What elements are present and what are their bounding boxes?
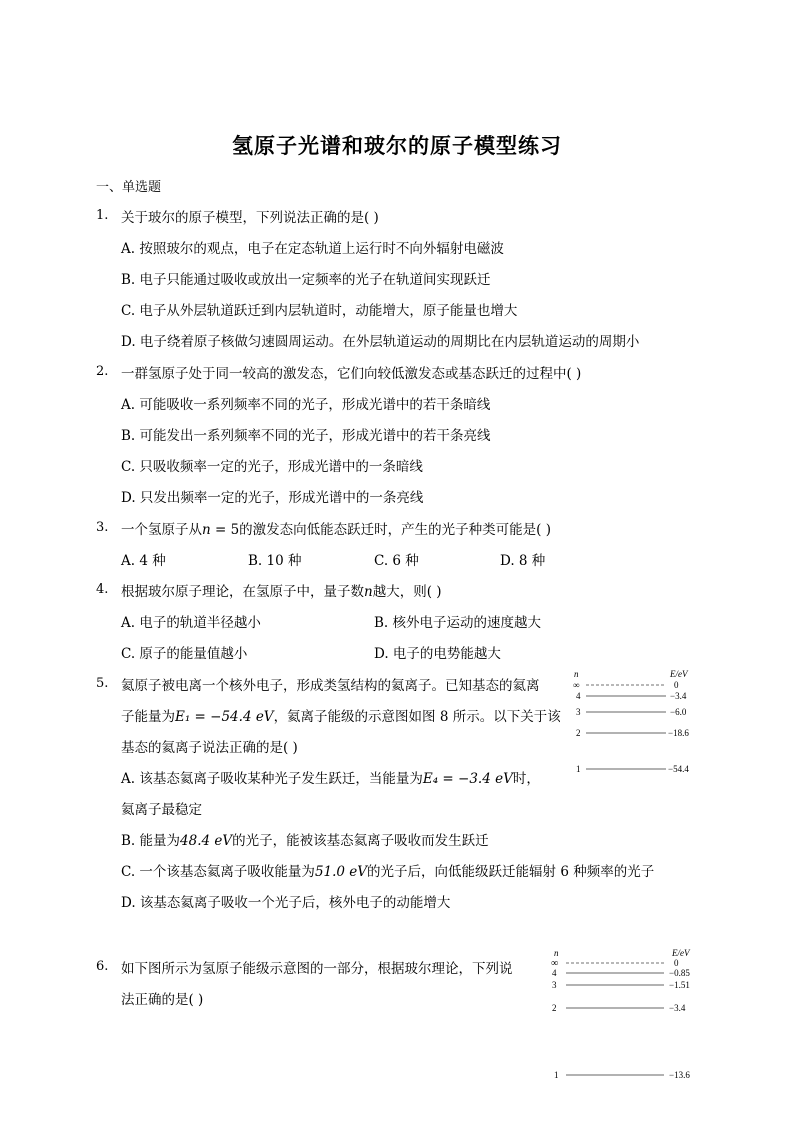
option-text: C. 一个该基态氦离子吸收能量为 xyxy=(121,864,315,880)
option-text: B. 能量为 xyxy=(121,833,181,849)
option-a xyxy=(121,767,540,787)
stem-text: 根据玻尔原子理论，在氢原子中，量子数 xyxy=(121,584,364,600)
option-b: B. 核外电子运动的速度越大 xyxy=(374,615,542,631)
level-n-3: 3 xyxy=(552,980,557,990)
option-d: D. 只发出频率一定的光子，形成光谱中的一条亮线 xyxy=(121,490,424,506)
stem-text: 一个氢原子从 xyxy=(121,522,202,538)
option-b: B. 10 种 xyxy=(248,553,302,569)
stem-text: = 5的激发态向低能态跃迁时，产生的光子种类可能是( ) xyxy=(210,522,552,538)
level-n-1: 1 xyxy=(576,764,581,774)
question-stem-line: 法正确的是( ) xyxy=(121,992,204,1008)
question-stem xyxy=(121,580,442,600)
math-n: n xyxy=(202,522,211,538)
section-heading: 一、单选题 xyxy=(96,180,162,195)
option-text: 时， xyxy=(512,771,540,787)
diagram-n-label: n xyxy=(554,948,559,958)
option-text: 的光子，能被该基态氦离子吸收而发生跃迁 xyxy=(232,833,489,849)
diagram-e-label: E/eV xyxy=(670,669,688,679)
level-n-4: 4 xyxy=(576,691,581,701)
level-n-3: 3 xyxy=(576,707,581,717)
option-a-continued: 氦离子最稳定 xyxy=(121,802,202,818)
question-number: 3. xyxy=(96,520,109,535)
stem-text: ，氦离子能级的示意图如图 8 所示。以下关于该 xyxy=(273,709,561,725)
option-c xyxy=(121,860,654,880)
level-n-4: 4 xyxy=(552,968,557,978)
level-e-inf: 0 xyxy=(674,680,679,690)
level-e-3: −6.0 xyxy=(670,707,687,717)
option-c: C. 只吸收频率一定的光子，形成光谱中的一条暗线 xyxy=(121,459,423,475)
level-n-inf: ∞ xyxy=(573,680,580,690)
option-c: C. 6 种 xyxy=(374,553,419,569)
question-stem-line: 如下图所示为氢原子能级示意图的一部分，根据玻尔理论，下列说 xyxy=(121,961,513,977)
diagram-n-label: n xyxy=(574,669,579,679)
option-d: D. 电子的电势能越大 xyxy=(374,646,501,662)
question-stem-line: 氦原子被电离一个核外电子，形成类氢结构的氦离子。已知基态的氦离 xyxy=(121,678,540,694)
math-expression: E₁ = −54.4 eV xyxy=(175,709,274,725)
level-e-1: −13.6 xyxy=(669,1070,690,1080)
option-d: D. 8 种 xyxy=(500,553,546,569)
option-c: C. 电子从外层轨道跃迁到内层轨道时，动能增大，原子能量也增大 xyxy=(121,303,518,319)
page-title: 氢原子光谱和玻尔的原子模型练习 xyxy=(232,133,562,158)
option-a: A. 4 种 xyxy=(121,553,166,569)
math-expression: E₄ = −3.4 eV xyxy=(422,771,513,787)
level-n-2: 2 xyxy=(552,1003,557,1013)
level-e-3: −1.51 xyxy=(669,980,690,990)
level-e-2: −18.6 xyxy=(668,728,689,738)
stem-text: 子能量为 xyxy=(121,709,175,725)
question-number: 4. xyxy=(96,582,109,597)
option-c: C. 原子的能量值越小 xyxy=(121,646,248,662)
question-number: 6. xyxy=(96,959,109,974)
question-stem xyxy=(121,518,551,538)
question-stem-line xyxy=(121,705,561,725)
level-e-4: −0.85 xyxy=(669,968,690,978)
question-stem: 关于玻尔的原子模型，下列说法正确的是( ) xyxy=(121,210,379,226)
option-d: D. 该基态氦离子吸收一个光子后，核外电子的动能增大 xyxy=(121,895,451,911)
option-text: 的光子后，向低能级跃迁能辐射 6 种频率的光子 xyxy=(367,864,655,880)
math-n: n xyxy=(364,584,373,600)
helium-energy-level-diagram xyxy=(570,666,704,782)
level-n-inf: ∞ xyxy=(551,958,559,969)
stem-text: 越大，则( ) xyxy=(372,584,442,600)
question-stem: 一群氢原子处于同一较高的激发态，它们向较低激发态或基态跃迁的过程中( ) xyxy=(121,366,582,382)
question-number: 5. xyxy=(96,676,109,691)
diagram-e-label: E/eV xyxy=(672,948,690,958)
level-e-4: −3.4 xyxy=(670,691,687,701)
level-e-1: −54.4 xyxy=(668,764,689,774)
option-d: D. 电子绕着原子核做匀速圆周运动。在外层轨道运动的周期比在内层轨道运动的周期小 xyxy=(121,334,640,350)
math-expression: 48.4 eV xyxy=(180,833,233,849)
question-stem-line: 基态的氦离子说法正确的是( ) xyxy=(121,740,298,756)
option-b xyxy=(121,829,489,849)
option-b: B. 可能发出一系列频率不同的光子，形成光谱中的若干条亮线 xyxy=(121,428,491,444)
option-b: B. 电子只能通过吸收或放出一定频率的光子在轨道间实现跃迁 xyxy=(121,272,491,288)
math-expression: 51.0 eV xyxy=(314,864,368,880)
level-e-2: −3.4 xyxy=(669,1003,686,1013)
level-n-2: 2 xyxy=(576,728,581,738)
level-e-inf: 0 xyxy=(674,958,679,968)
question-number: 1. xyxy=(96,208,109,223)
hydrogen-energy-level-diagram xyxy=(548,944,708,1086)
level-n-1: 1 xyxy=(554,1070,559,1080)
option-a: A. 电子的轨道半径越小 xyxy=(121,615,261,631)
option-a: A. 可能吸收一系列频率不同的光子，形成光谱中的若干条暗线 xyxy=(121,397,491,413)
option-text: A. 该基态氦离子吸收某种光子发生跃迁，当能量为 xyxy=(121,771,423,787)
question-number: 2. xyxy=(96,364,109,379)
option-a: A. 按照玻尔的观点，电子在定态轨道上运行时不向外辐射电磁波 xyxy=(121,241,504,257)
